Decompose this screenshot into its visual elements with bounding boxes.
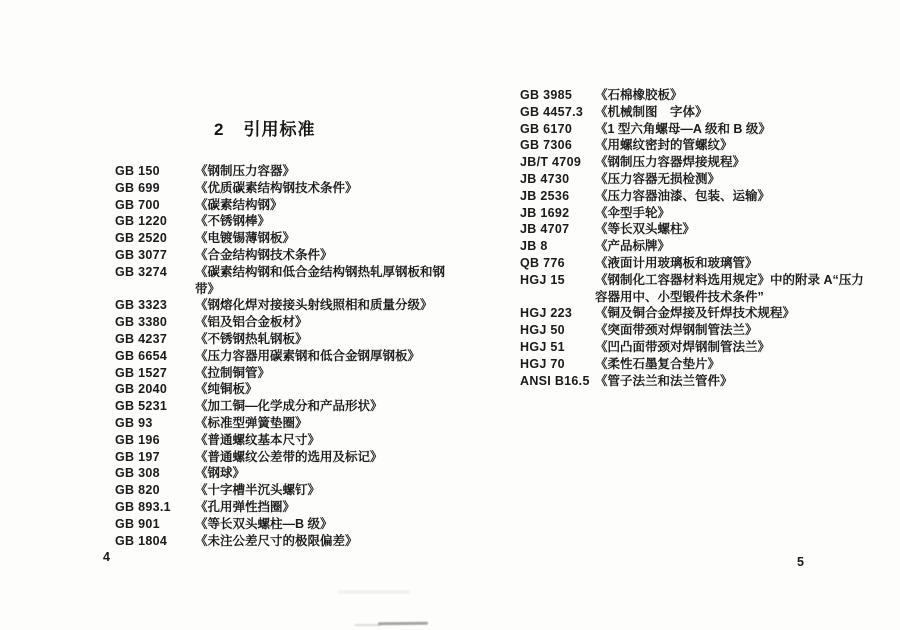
standard-code: GB 197 bbox=[115, 449, 160, 464]
standard-title: 《压力容器油漆、包装、运输》 bbox=[595, 188, 771, 203]
standard-entry bbox=[520, 171, 875, 188]
standard-entry bbox=[520, 305, 875, 322]
standard-entry bbox=[520, 104, 875, 121]
standard-entry bbox=[520, 137, 875, 154]
standard-code: JB 4707 bbox=[520, 222, 570, 237]
standard-entry bbox=[520, 188, 875, 205]
standard-title: 《液面计用玻璃板和玻璃管》 bbox=[595, 255, 758, 270]
standard-code: JB 8 bbox=[520, 239, 548, 254]
standard-title: 《钢制压力容器焊接规程》 bbox=[595, 155, 746, 170]
standard-entry bbox=[520, 205, 875, 222]
standard-entry bbox=[520, 238, 875, 255]
scan-smudge bbox=[338, 591, 410, 593]
standard-code: GB 308 bbox=[115, 466, 160, 481]
standard-title: 《钢制化工容器材料选用规定》中的附录 A“压力容器用中、小型锻件技术条件” bbox=[595, 272, 864, 304]
standard-entry bbox=[115, 415, 460, 432]
standard-code: QB 776 bbox=[520, 255, 565, 270]
scan-smudge bbox=[355, 624, 381, 626]
standards-list-left bbox=[115, 163, 460, 549]
standard-entry bbox=[115, 398, 460, 415]
standard-entry bbox=[520, 339, 875, 356]
standard-code: GB 901 bbox=[115, 516, 160, 531]
standard-entry bbox=[115, 264, 460, 298]
standard-entry bbox=[115, 381, 460, 398]
standard-entry bbox=[520, 221, 875, 238]
standard-entry bbox=[520, 373, 875, 390]
standard-title: 《不锈钢热轧钢板》 bbox=[195, 331, 308, 346]
standard-entry bbox=[115, 163, 460, 180]
standard-title: 《不锈钢棒》 bbox=[195, 214, 271, 229]
standard-title: 《普通螺纹基本尺寸》 bbox=[195, 432, 321, 447]
standard-title: 《钢球》 bbox=[195, 466, 246, 481]
standard-code: GB 3077 bbox=[115, 247, 168, 262]
standard-entry bbox=[115, 365, 460, 382]
standard-title: 《等长双头螺柱—B 级》 bbox=[195, 516, 333, 531]
standard-title: 《碳素结构钢和低合金结构钢热轧厚钢板和钢带》 bbox=[195, 264, 446, 296]
standard-title: 《等长双头螺柱》 bbox=[595, 222, 696, 237]
standard-entry bbox=[115, 213, 460, 230]
standard-title: 《电镀锡薄钢板》 bbox=[195, 231, 296, 246]
standard-title: 《拉制铜管》 bbox=[195, 365, 271, 380]
standard-entry bbox=[520, 87, 875, 104]
standard-code: GB 3985 bbox=[520, 88, 573, 102]
standard-entry bbox=[115, 482, 460, 499]
standard-title: 《1 型六角螺母—A 级和 B 级》 bbox=[595, 121, 771, 136]
standard-entry bbox=[115, 533, 460, 550]
standard-code: JB 4730 bbox=[520, 171, 570, 186]
standard-title: 《压力容器无损检测》 bbox=[595, 171, 721, 186]
standard-code: HGJ 51 bbox=[520, 339, 565, 354]
standard-code: GB 3380 bbox=[115, 315, 168, 330]
standard-code: JB 2536 bbox=[520, 188, 570, 203]
standard-code: GB 196 bbox=[115, 432, 160, 447]
standard-title: 《纯铜板》 bbox=[195, 382, 258, 397]
standard-entry bbox=[115, 197, 460, 214]
standard-title: 《孔用弹性挡圈》 bbox=[195, 499, 296, 514]
standard-code: GB 699 bbox=[115, 180, 160, 195]
standard-code: HGJ 15 bbox=[520, 272, 565, 287]
standard-entry bbox=[115, 247, 460, 264]
standard-code: ANSI B16.5 bbox=[520, 373, 590, 388]
section-heading bbox=[214, 115, 315, 140]
standard-code: GB 93 bbox=[115, 415, 153, 430]
standards-list-right bbox=[520, 87, 875, 389]
page-number-right: 5 bbox=[797, 555, 804, 569]
section-title: 引用标准 bbox=[243, 120, 316, 139]
standard-entry bbox=[115, 432, 460, 449]
standard-code: HGJ 70 bbox=[520, 356, 565, 371]
standard-title: 《压力容器用碳素钢和低合金钢厚钢板》 bbox=[195, 348, 421, 363]
standard-code: GB 893.1 bbox=[115, 499, 171, 514]
standard-code: GB 2040 bbox=[115, 382, 168, 397]
standard-title: 《合金结构钢技术条件》 bbox=[195, 247, 333, 262]
scan-smudge bbox=[378, 622, 428, 626]
standard-title: 《未注公差尺寸的极限偏差》 bbox=[195, 533, 358, 548]
standard-entry bbox=[115, 180, 460, 197]
standard-entry bbox=[115, 314, 460, 331]
standard-code: GB 1527 bbox=[115, 365, 168, 380]
standard-entry bbox=[115, 499, 460, 516]
standard-code: GB 7306 bbox=[520, 138, 573, 153]
standard-code: GB 1220 bbox=[115, 214, 168, 229]
standard-entry bbox=[115, 516, 460, 533]
standard-code: GB 5231 bbox=[115, 399, 168, 414]
standard-entry bbox=[520, 322, 875, 339]
standard-title: 《伞型手轮》 bbox=[595, 205, 671, 220]
standard-code: GB 4237 bbox=[115, 331, 168, 346]
standard-title: 《铜及铜合金焊接及钎焊技术规程》 bbox=[595, 306, 796, 321]
standard-title: 《十字槽半沉头螺钉》 bbox=[195, 483, 321, 498]
standard-entry bbox=[520, 121, 875, 138]
standard-code: GB 820 bbox=[115, 483, 160, 498]
standard-title: 《产品标牌》 bbox=[595, 239, 671, 254]
standard-code: HGJ 50 bbox=[520, 323, 565, 338]
standard-title: 《机械制图 字体》 bbox=[595, 104, 708, 119]
standard-entry bbox=[115, 465, 460, 482]
standard-entry bbox=[520, 154, 875, 171]
standard-title: 《铝及铝合金板材》 bbox=[195, 315, 308, 330]
standard-entry bbox=[520, 356, 875, 373]
standard-code: GB 4457.3 bbox=[520, 104, 584, 119]
section-number: 2 bbox=[214, 120, 225, 139]
standard-entry bbox=[115, 297, 460, 314]
standard-entry bbox=[115, 449, 460, 466]
standard-code: GB 3323 bbox=[115, 298, 168, 313]
standard-title: 《凹凸面带颈对焊钢制管法兰》 bbox=[595, 339, 771, 354]
standard-title: 《管子法兰和法兰管件》 bbox=[595, 373, 733, 388]
standard-code: GB 6170 bbox=[520, 121, 573, 136]
standard-title: 《柔性石墨复合垫片》 bbox=[595, 356, 721, 371]
standard-code: GB 1804 bbox=[115, 533, 168, 548]
standard-entry bbox=[115, 348, 460, 365]
standard-title: 《钢熔化焊对接接头射线照相和质量分级》 bbox=[195, 298, 433, 313]
standard-entry bbox=[115, 230, 460, 247]
standard-entry bbox=[115, 331, 460, 348]
standard-title: 《加工铜—化学成分和产品形状》 bbox=[195, 399, 383, 414]
standard-title: 《优质碳素结构钢技术条件》 bbox=[195, 180, 358, 195]
standard-code: GB 700 bbox=[115, 197, 160, 212]
standard-code: GB 6654 bbox=[115, 348, 168, 363]
standard-title: 《标准型弹簧垫圈》 bbox=[195, 415, 308, 430]
standard-title: 《石棉橡胶板》 bbox=[595, 88, 683, 102]
standard-code: JB 1692 bbox=[520, 205, 570, 220]
standard-code: JB/T 4709 bbox=[520, 155, 582, 170]
standard-entry bbox=[520, 255, 875, 272]
standard-code: GB 3274 bbox=[115, 264, 168, 279]
standard-code: GB 2520 bbox=[115, 231, 168, 246]
standard-code: HGJ 223 bbox=[520, 306, 573, 321]
standard-title: 《普通螺纹公差带的选用及标记》 bbox=[195, 449, 383, 464]
standard-code: GB 150 bbox=[115, 164, 160, 178]
standard-title: 《突面带颈对焊钢制管法兰》 bbox=[595, 323, 758, 338]
standard-title: 《碳素结构钢》 bbox=[195, 197, 283, 212]
page-number-left: 4 bbox=[103, 550, 110, 564]
standard-title: 《钢制压力容器》 bbox=[195, 164, 296, 178]
standard-title: 《用螺纹密封的管螺纹》 bbox=[595, 138, 733, 153]
standard-entry bbox=[520, 272, 875, 306]
